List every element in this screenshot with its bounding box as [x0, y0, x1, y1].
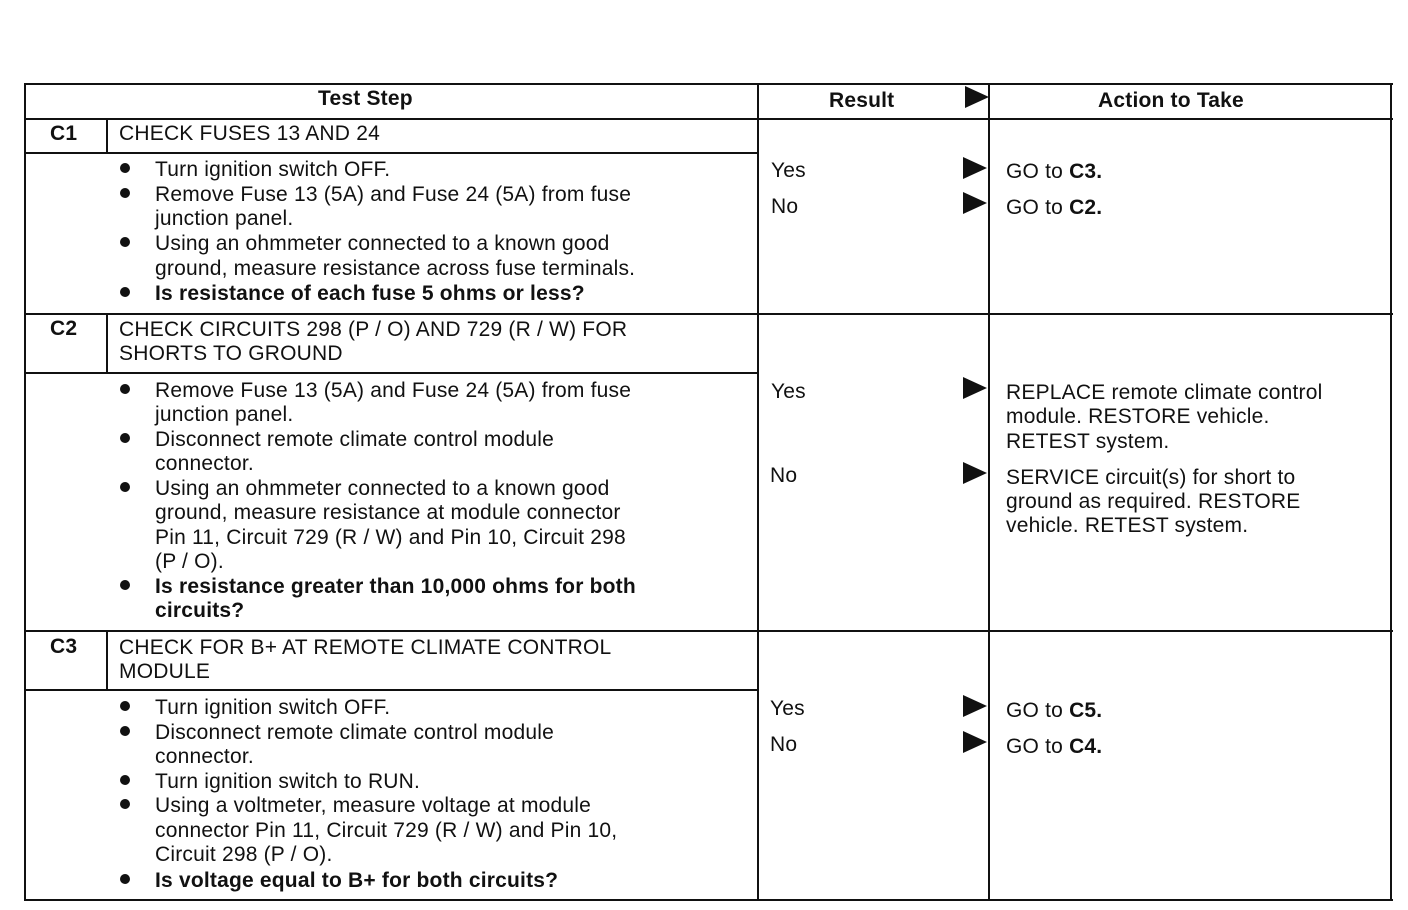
- bullet-icon: [120, 433, 130, 443]
- bullet-text: Remove Fuse 13 (5A) and Fuse 24 (5A) from fuse: [155, 379, 632, 402]
- action-text: REPLACE remote climate control: [1006, 381, 1323, 404]
- table-border-top: [24, 83, 1393, 85]
- table-border-right: [1390, 83, 1392, 901]
- header-result: Result: [829, 89, 895, 112]
- bullet-text: connector Pin 11, Circuit 729 (R / W) and Pin 10,: [155, 819, 618, 842]
- step-id: C3: [50, 635, 78, 658]
- step-title: CHECK FOR B+ AT REMOTE CLIMATE CONTROL: [119, 636, 612, 659]
- action-goto: GO to C3.: [1006, 160, 1103, 183]
- bullet-text: Pin 11, Circuit 729 (R / W) and Pin 10, Circuit 298: [155, 526, 626, 549]
- header-divider: [24, 118, 1393, 120]
- column-divider-result: [757, 83, 759, 901]
- bullet-icon: [120, 482, 130, 492]
- c3-id-divider: [106, 630, 108, 691]
- c1-id-divider: [106, 118, 108, 154]
- result-arrow-icon: [963, 157, 987, 179]
- bullet-text: Using an ohmmeter connected to a known good: [155, 232, 610, 255]
- step-id: C2: [50, 317, 78, 340]
- action-text: RETEST system.: [1006, 430, 1170, 453]
- row-divider-c2-c3: [24, 630, 1393, 632]
- bullet-icon: [120, 799, 130, 809]
- bullet-text: junction panel.: [155, 207, 294, 230]
- table-border-bottom: [24, 899, 1393, 901]
- bullet-icon: [120, 580, 130, 590]
- bullet-icon: [120, 163, 130, 173]
- step-title: SHORTS TO GROUND: [119, 342, 343, 365]
- action-goto: GO to C2.: [1006, 196, 1103, 219]
- bullet-text: (P / O).: [155, 550, 224, 573]
- bullet-question: Is resistance of each fuse 5 ohms or less?: [155, 282, 585, 305]
- bullet-text: ground, measure resistance across fuse terminals.: [155, 257, 636, 280]
- step-title: MODULE: [119, 660, 211, 683]
- bullet-text: connector.: [155, 745, 254, 768]
- header-action: Action to Take: [1098, 89, 1244, 112]
- bullet-text: ground, measure resistance at module connector: [155, 501, 621, 524]
- header-arrow-icon: [965, 86, 989, 108]
- bullet-text: Remove Fuse 13 (5A) and Fuse 24 (5A) from fuse: [155, 183, 632, 206]
- action-text: ground as required. RESTORE: [1006, 490, 1301, 513]
- bullet-question: circuits?: [155, 599, 245, 622]
- action-text: module. RESTORE vehicle.: [1006, 405, 1270, 428]
- table-border-left: [24, 83, 26, 901]
- action-text: SERVICE circuit(s) for short to: [1006, 466, 1296, 489]
- result-yes: Yes: [771, 380, 806, 403]
- result-no: No: [770, 464, 798, 487]
- action-goto: GO to C5.: [1006, 699, 1103, 722]
- result-yes: Yes: [771, 159, 806, 182]
- result-no: No: [770, 733, 798, 756]
- bullet-text: Disconnect remote climate control module: [155, 721, 555, 744]
- row-divider-c1-c2: [24, 313, 1393, 315]
- bullet-text: connector.: [155, 452, 254, 475]
- bullet-icon: [120, 188, 130, 198]
- header-test-step: Test Step: [318, 87, 413, 110]
- result-arrow-icon: [963, 731, 987, 753]
- result-arrow-icon: [963, 462, 987, 484]
- c3-title-underline: [24, 689, 759, 691]
- bullet-icon: [120, 726, 130, 736]
- column-divider-action: [988, 83, 990, 901]
- bullet-icon: [120, 775, 130, 785]
- bullet-text: Using an ohmmeter connected to a known good: [155, 477, 610, 500]
- bullet-text: Using a voltmeter, measure voltage at module: [155, 794, 592, 817]
- c2-title-underline: [24, 372, 759, 374]
- bullet-question: Is resistance greater than 10,000 ohms for both: [155, 575, 636, 598]
- step-title: CHECK CIRCUITS 298 (P / O) AND 729 (R / W) FOR: [119, 318, 628, 341]
- result-yes: Yes: [770, 697, 805, 720]
- bullet-icon: [120, 701, 130, 711]
- bullet-text: Turn ignition switch OFF.: [155, 696, 391, 719]
- bullet-question: Is voltage equal to B+ for both circuits?: [155, 869, 559, 892]
- bullet-text: Turn ignition switch OFF.: [155, 158, 391, 181]
- action-goto: GO to C4.: [1006, 735, 1103, 758]
- result-no: No: [771, 195, 799, 218]
- c2-id-divider: [106, 313, 108, 374]
- result-arrow-icon: [963, 377, 987, 399]
- step-id: C1: [50, 122, 78, 145]
- result-arrow-icon: [963, 695, 987, 717]
- result-arrow-icon: [963, 192, 987, 214]
- bullet-icon: [120, 237, 130, 247]
- action-text: vehicle. RETEST system.: [1006, 514, 1249, 537]
- step-title: CHECK FUSES 13 AND 24: [119, 122, 380, 145]
- bullet-icon: [120, 287, 130, 297]
- c1-title-underline: [24, 152, 759, 154]
- bullet-text: junction panel.: [155, 403, 294, 426]
- bullet-text: Disconnect remote climate control module: [155, 428, 555, 451]
- bullet-icon: [120, 874, 130, 884]
- bullet-text: Turn ignition switch to RUN.: [155, 770, 421, 793]
- bullet-icon: [120, 384, 130, 394]
- bullet-text: Circuit 298 (P / O).: [155, 843, 333, 866]
